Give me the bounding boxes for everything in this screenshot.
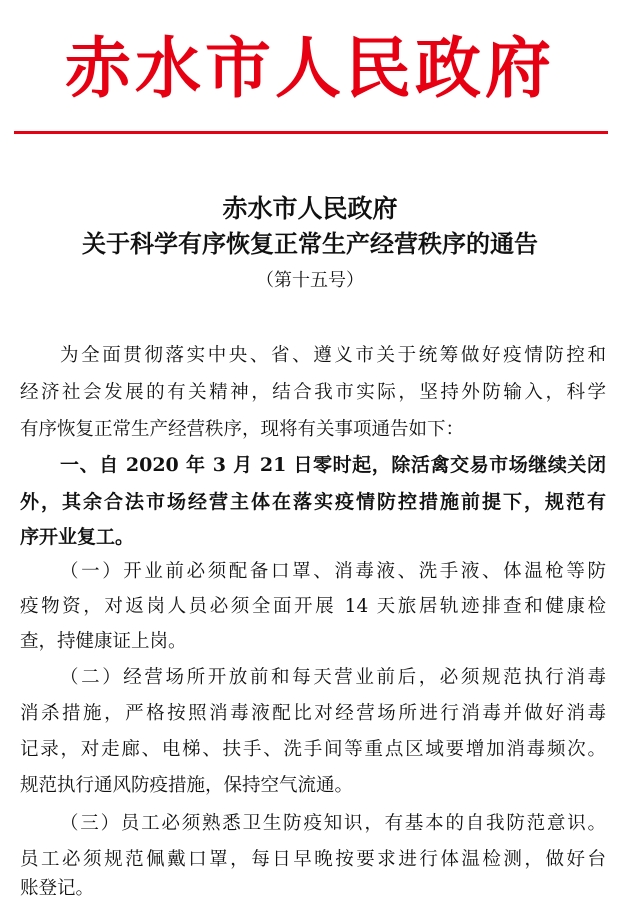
paragraph-line: 为全面贯彻落实中央、省、遵义市关于统筹做好疫情防控和 [60, 345, 606, 366]
paragraph-line: （二）经营场所开放前和每天营业前后，必须规范执行消毒 [60, 667, 606, 688]
paragraph-line: 序开业复工。 [20, 526, 135, 548]
masthead-title: 赤水市人民政府 [65, 29, 555, 107]
paragraph-line: 经济社会发展的有关精神，结合我市实际，坚持外防输入，科学 [20, 382, 606, 403]
paragraph-line: （一）开业前必须配备口罩、消毒液、洗手液、体温枪等防 [60, 561, 606, 582]
document-title-issuer: 赤水市人民政府 [222, 194, 398, 223]
paragraph-line: （三）员工必须熟悉卫生防疫知识，有基本的自我防范意识。 [60, 813, 606, 834]
paragraph-line: 记录，对走廊、电梯、扶手、洗手间等重点区域要增加消毒频次。 [20, 739, 606, 760]
masthead-red-rule [14, 131, 608, 134]
paragraph-line: 查，持健康证上岗。 [20, 631, 187, 652]
document-number: （第十五号） [256, 270, 364, 291]
paragraph-line: 员工必须规范佩戴口罩，每日早晚按要求进行体温检测，做好台 [20, 849, 606, 870]
paragraph-line: 消杀措施，严格按照消毒液配比对经营场所进行消毒并做好消毒 [20, 703, 606, 724]
paragraph-line: 疫物资，对返岗人员必须全面开展 14 天旅居轨迹排查和健康检 [20, 596, 606, 617]
paragraph-line: 账登记。 [20, 878, 95, 899]
paragraph-line: 一、自 2020 年 3 月 21 日零时起，除活禽交易市场继续关闭 [60, 454, 606, 476]
paragraph-line: 规范执行通风防疫措施，保持空气流通。 [20, 775, 354, 796]
paragraph-line: 有序恢复正常生产经营秩序，现将有关事项通告如下： [20, 419, 465, 440]
paragraph-line: 外，其余合法市场经营主体在落实疫情防控措施前提下，规范有 [20, 491, 606, 513]
document-title-subject: 关于科学有序恢复正常生产经营秩序的通告 [82, 229, 538, 258]
